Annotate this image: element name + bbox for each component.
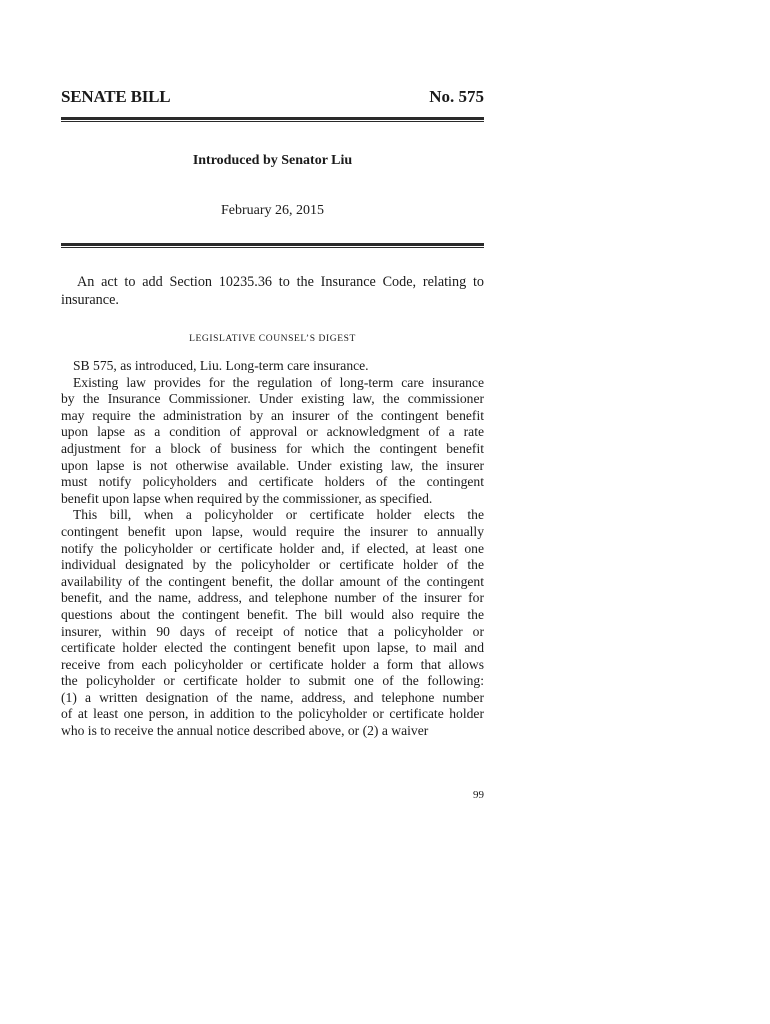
digest-line: adjustment for a block of business for which the contingent benefit: [61, 440, 484, 456]
bill-type-label: SENATE BILL: [61, 87, 171, 106]
digest-line: upon lapse is not otherwise available. Under existing law, the insurer: [61, 457, 484, 473]
digest-paragraph-1: [61, 375, 484, 508]
digest-line: (1) a written designation of the name, address, and telephone number: [61, 689, 484, 705]
digest-line: Existing law provides for the regulation of long-term care insurance: [73, 374, 484, 390]
digest-line: the policyholder or certificate holder to submit one of the following:: [61, 673, 484, 689]
digest-body: [61, 358, 484, 740]
digest-heading: LEGISLATIVE COUNSEL’S DIGEST: [189, 334, 356, 344]
digest-line: upon lapse as a condition of approval or acknowledgment of a rate: [61, 424, 484, 440]
digest-line: by the Insurance Commissioner. Under existing law, the commissioner: [61, 391, 484, 407]
digest-line: contingent benefit upon lapse, would require the insurer to annually: [61, 523, 484, 539]
digest-line: availability of the contingent benefit, the dollar amount of the contingent: [61, 573, 484, 589]
digest-title-line: SB 575, as introduced, Liu. Long-term care insurance.: [73, 358, 369, 373]
digest-line: must notify policyholders and certificate holders of the contingent: [61, 474, 484, 490]
digest-line: insurer, within 90 days of receipt of notice that a policyholder or: [61, 623, 484, 639]
digest-line: questions about the contingent benefit. The bill would also require the: [61, 606, 484, 622]
digest-line: benefit upon lapse when required by the commissioner, as specified.: [61, 490, 433, 506]
bill-header: [61, 87, 484, 109]
act-description: [61, 273, 484, 309]
digest-line: receive from each policyholder or certificate holder a form that allows: [61, 656, 484, 672]
act-text: An act to add Section 10235.36 to the Insurance Code, relating to insurance.: [61, 274, 484, 308]
digest-line: notify the policyholder or certificate holder and, if elected, at least one: [61, 540, 484, 556]
header-divider-top: [61, 117, 484, 122]
digest-line: may require the administration by an insurer of the contingent benefit: [61, 407, 484, 423]
introduced-by: Introduced by Senator Liu: [192, 153, 353, 168]
digest-line: who is to receive the annual notice described above, or (2) a waiver: [61, 723, 429, 739]
digest-line: benefit, and the name, address, and telephone number of the insurer for: [61, 590, 484, 606]
digest-line: certificate holder elected the contingent benefit upon lapse, to mail and: [61, 640, 484, 656]
digest-line: This bill, when a policyholder or certificate holder elects the: [73, 507, 484, 523]
header-divider-bottom: [61, 243, 484, 248]
bill-number-label: No. 575: [429, 87, 484, 106]
digest-line: individual designated by the policyholder or certificate holder of the: [61, 557, 484, 573]
introduction-date: February 26, 2015: [220, 203, 325, 218]
digest-paragraph-2: [61, 507, 484, 739]
digest-line: of at least one person, in addition to the policyholder or certificate holder: [61, 706, 484, 722]
page-number: 99: [473, 789, 484, 801]
